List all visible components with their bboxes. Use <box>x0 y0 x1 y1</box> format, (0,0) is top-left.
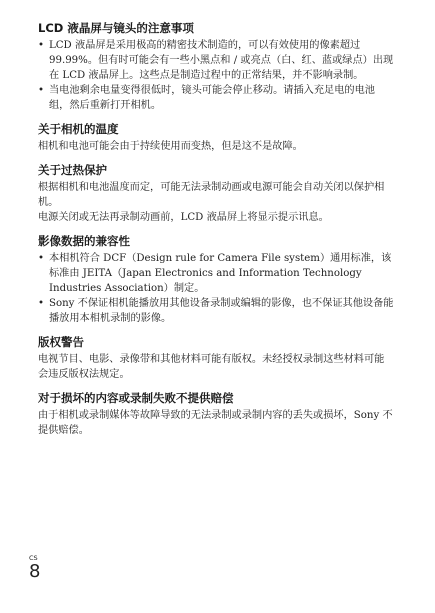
section-heading: 关于相机的温度 <box>38 122 119 136</box>
section-heading: LCD 液晶屏与镜头的注意事项 <box>38 21 194 35</box>
section-overheat-protection <box>38 162 394 225</box>
page-footer <box>29 554 40 582</box>
bullet-list <box>38 38 394 113</box>
section-image-compatibility <box>38 233 394 326</box>
page-number: 8 <box>29 561 41 582</box>
page-content <box>38 20 394 446</box>
paragraph: 相机和电池可能会由于持续使用而变热，但是这不是故障。 <box>38 141 303 152</box>
list-item: • LCD 液晶屏是采用极高的精密技术制造的，可以有效使用的像素超过 99.99%。但有时可能会有一些小黑点和 / 或亮点（白、红、蓝或绿点）出现在 LCD 液晶屏上。这些点是制造过程中的正常结果，并不影响录制。 <box>38 38 394 83</box>
paragraph: 由于相机或录制媒体等故障导致的无法录制或录制内容的丢失或损坏，Sony 不提供赔偿。 <box>38 410 393 436</box>
section-camera-temperature <box>38 121 394 154</box>
section-heading: 版权警告 <box>38 335 84 349</box>
section-lcd-lens <box>38 20 394 113</box>
language-code: CS <box>29 554 38 562</box>
section-heading: 影像数据的兼容性 <box>38 234 130 248</box>
section-heading: 对于损坏的内容或录制失败不提供赔偿 <box>38 391 234 405</box>
paragraph: 电源关闭或无法再录制动画前，LCD 液晶屏上将显示提示讯息。 <box>38 212 329 223</box>
list-item: • 本相机符合 DCF（Design rule for Camera File system）通用标准，该标准由 JEITA（Japan Electronics and Information Technology Industries Association）制定。 <box>38 251 394 296</box>
bullet-list <box>38 251 394 326</box>
list-item: • Sony 不保证相机能播放用其他设备录制或编辑的影像，也不保证其他设备能播放用本相机录制的影像。 <box>38 296 394 326</box>
paragraph: 根据相机和电池温度而定，可能无法录制动画或电源可能会自动关闭以保护相机。 <box>38 182 385 208</box>
section-no-compensation <box>38 390 394 438</box>
section-copyright-warning <box>38 334 394 382</box>
list-item: • 当电池剩余电量变得很低时，镜头可能会停止移动。请插入充足电的电池组，然后重新打开相机。 <box>38 83 394 113</box>
section-heading: 关于过热保护 <box>38 163 107 177</box>
paragraph: 电视节目、电影、录像带和其他材料可能有版权。未经授权录制这些材料可能会违反版权法规定。 <box>38 354 385 380</box>
